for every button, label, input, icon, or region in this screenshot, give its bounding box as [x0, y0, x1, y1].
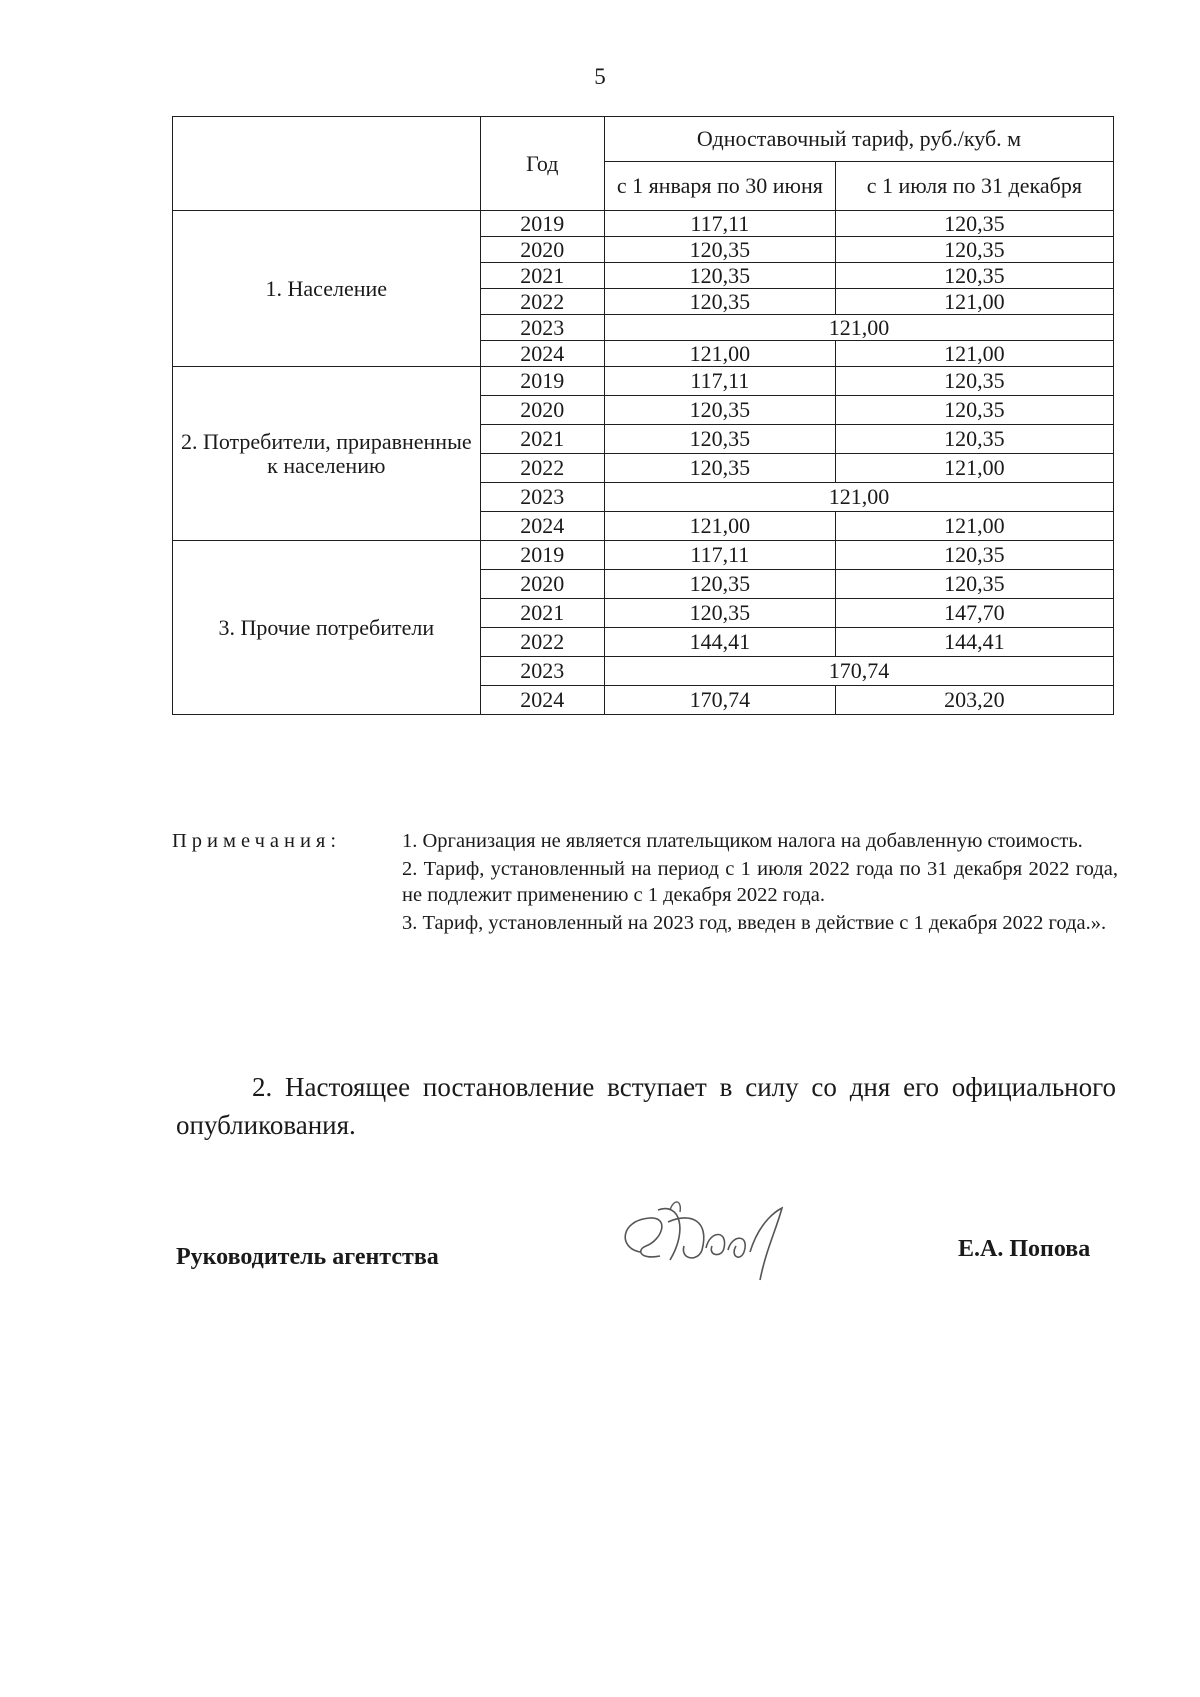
tariff-cell-period-2: 121,00 — [835, 341, 1113, 367]
year-cell: 2023 — [480, 483, 604, 512]
category-cell: 3. Прочие потребители — [173, 541, 481, 715]
table-row — [173, 541, 1114, 570]
table-row — [173, 367, 1114, 396]
tariff-table — [172, 116, 1114, 715]
year-cell: 2019 — [480, 367, 604, 396]
note-item: 3. Тариф, установленный на 2023 год, введен в действие с 1 декабря 2022 года.». — [402, 912, 1107, 934]
notes-label: Примечания: — [172, 830, 342, 852]
tariff-body — [173, 211, 1114, 715]
tariff-cell-period-1: 117,11 — [605, 541, 836, 570]
tariff-cell-period-1: 120,35 — [605, 263, 836, 289]
tariff-cell-period-2: 120,35 — [835, 211, 1113, 237]
year-cell: 2023 — [480, 657, 604, 686]
header-year: Год — [480, 117, 604, 211]
table-row — [173, 211, 1114, 237]
tariff-cell-period-2: 203,20 — [835, 686, 1113, 715]
year-cell: 2022 — [480, 628, 604, 657]
tariff-cell-period-2: 147,70 — [835, 599, 1113, 628]
tariff-cell-period-1: 120,35 — [605, 454, 836, 483]
tariff-cell-period-2: 121,00 — [835, 512, 1113, 541]
signatory-name: Е.А. Попова — [958, 1236, 1091, 1262]
year-cell: 2020 — [480, 396, 604, 425]
tariff-cell-period-1: 120,35 — [605, 237, 836, 263]
tariff-cell-period-2: 144,41 — [835, 628, 1113, 657]
tariff-cell-period-2: 120,35 — [835, 237, 1113, 263]
year-cell: 2021 — [480, 599, 604, 628]
tariff-cell-period-2: 120,35 — [835, 570, 1113, 599]
note-item: 2. Тариф, установленный на период с 1 июля 2022 года по 31 декабря 2022 года, не подлежит применению с 1 декабря 2022 года. — [402, 858, 1118, 906]
tariff-cell-period-1: 121,00 — [605, 512, 836, 541]
tariff-cell-period-1: 120,35 — [605, 425, 836, 454]
tariff-cell-period-2: 121,00 — [835, 289, 1113, 315]
year-cell: 2024 — [480, 686, 604, 715]
category-cell: 1. Население — [173, 211, 481, 367]
tariff-cell-period-1: 120,35 — [605, 289, 836, 315]
tariff-cell-full-year: 121,00 — [605, 483, 1114, 512]
year-cell: 2019 — [480, 211, 604, 237]
tariff-cell-period-2: 120,35 — [835, 263, 1113, 289]
year-cell: 2019 — [480, 541, 604, 570]
header-period-1: с 1 января по 30 июня — [605, 162, 836, 211]
tariff-cell-period-2: 120,35 — [835, 541, 1113, 570]
tariff-cell-period-1: 120,35 — [605, 570, 836, 599]
tariff-cell-period-2: 120,35 — [835, 367, 1113, 396]
tariff-cell-period-1: 120,35 — [605, 396, 836, 425]
tariff-cell-period-1: 117,11 — [605, 211, 836, 237]
year-cell: 2022 — [480, 454, 604, 483]
notes-list — [402, 828, 1118, 938]
note-item: 1. Организация не является плательщиком налога на добавленную стоимость. — [402, 830, 1083, 852]
tariff-cell-period-2: 121,00 — [835, 454, 1113, 483]
year-cell: 2021 — [480, 263, 604, 289]
signatory-title: Руководитель агентства — [176, 1244, 439, 1270]
year-cell: 2022 — [480, 289, 604, 315]
year-cell: 2020 — [480, 570, 604, 599]
year-cell: 2024 — [480, 512, 604, 541]
tariff-cell-period-1: 117,11 — [605, 367, 836, 396]
header-category — [173, 117, 481, 211]
year-cell: 2020 — [480, 237, 604, 263]
handwritten-signature — [610, 1190, 800, 1290]
effective-clause: 2. Настоящее постановление вступает в силу со дня его официального опубликования. — [176, 1072, 1116, 1140]
tariff-cell-period-1: 121,00 — [605, 341, 836, 367]
tariff-cell-full-year: 170,74 — [605, 657, 1114, 686]
category-cell: 2. Потребители, приравненные к населению — [173, 367, 481, 541]
header-period-2: с 1 июля по 31 декабря — [835, 162, 1113, 211]
tariff-cell-period-1: 170,74 — [605, 686, 836, 715]
header-tariff-group: Одноставочный тариф, руб./куб. м — [605, 117, 1114, 162]
year-cell: 2021 — [480, 425, 604, 454]
tariff-cell-period-2: 120,35 — [835, 425, 1113, 454]
page-number: 5 — [594, 64, 606, 89]
tariff-cell-full-year: 121,00 — [605, 315, 1114, 341]
year-cell: 2023 — [480, 315, 604, 341]
tariff-cell-period-1: 120,35 — [605, 599, 836, 628]
tariff-cell-period-2: 120,35 — [835, 396, 1113, 425]
year-cell: 2024 — [480, 341, 604, 367]
tariff-cell-period-1: 144,41 — [605, 628, 836, 657]
